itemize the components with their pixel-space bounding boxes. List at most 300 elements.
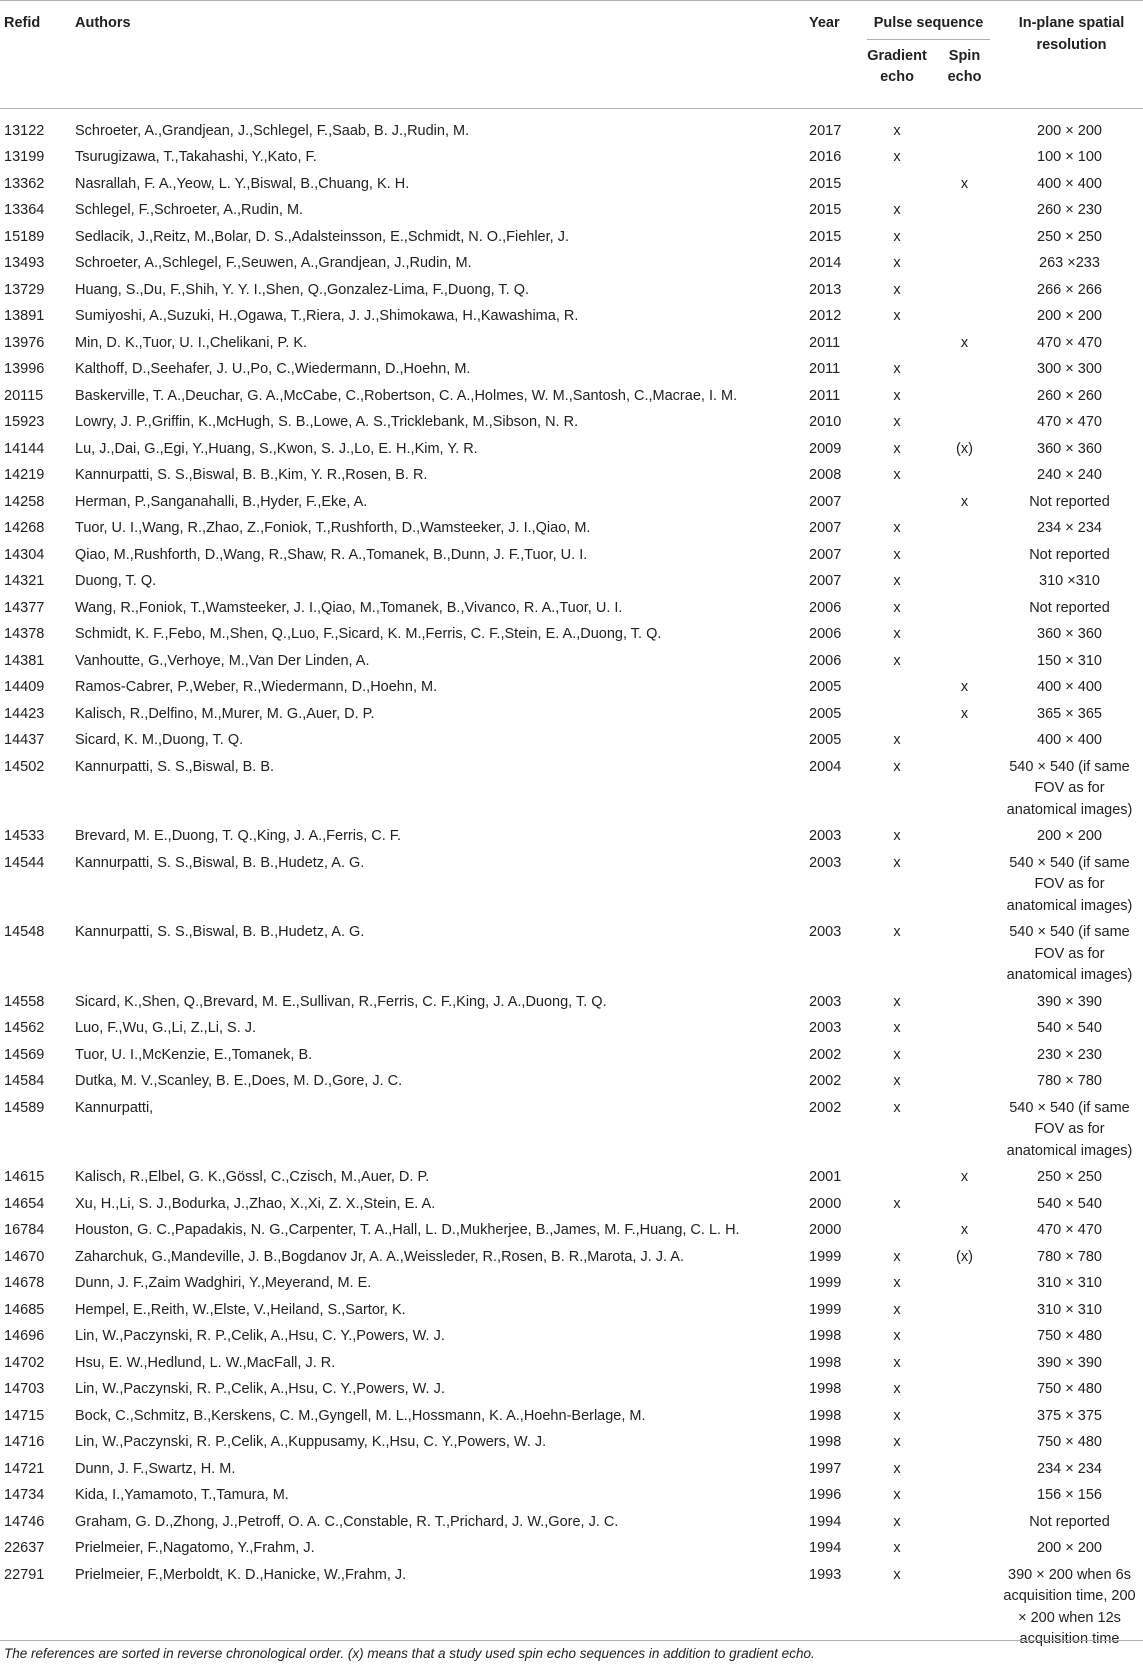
refid-cell: 14377 <box>4 599 45 616</box>
resolution-cell: 400 × 400 <box>1037 732 1102 748</box>
gradient-echo-cell: x <box>893 1099 901 1116</box>
spin-echo-cell: (x) <box>956 1248 973 1265</box>
gradient-echo-cell: x <box>893 149 901 165</box>
authors-cell: Hempel, E.,Reith, W.,Elste, V.,Heiland, S.,Sartor, K. <box>75 1301 406 1318</box>
gradient-echo-cell: x <box>893 308 901 324</box>
year-cell: 2005 <box>809 679 842 695</box>
table-row <box>0 331 1143 358</box>
resolution-cell: 234 × 234 <box>1037 1460 1102 1477</box>
table-row <box>0 649 1143 676</box>
refid-cell: 14258 <box>4 493 45 510</box>
table-row <box>0 755 1143 825</box>
year-cell: 2003 <box>809 993 842 1010</box>
gradient-echo-cell: x <box>893 520 901 536</box>
table-row <box>0 1457 1143 1484</box>
year-cell: 2015 <box>809 228 842 245</box>
table-row <box>0 1271 1143 1298</box>
spin-echo-cell: x <box>960 1169 969 1185</box>
authors-cell: Tsurugizawa, T.,Takahashi, Y.,Kato, F. <box>75 149 317 165</box>
authors-cell: Vanhoutte, G.,Verhoye, M.,Van Der Linden, A. <box>75 652 370 669</box>
spin-echo-cell: x <box>960 334 969 351</box>
authors-cell: Baskerville, T. A.,Deuchar, G. A.,McCabe, C.,Robertson, C. A.,Holmes, W. M.,Santosh, C.,Macrae, I. M. <box>75 387 738 404</box>
resolution-cell: 750 × 480 <box>1037 1328 1102 1344</box>
resolution-cell: 780 × 780 <box>1037 1073 1102 1089</box>
table-row <box>0 543 1143 570</box>
table-row <box>0 1016 1143 1043</box>
refid-cell: 14721 <box>4 1460 45 1477</box>
table-row <box>0 1377 1143 1404</box>
authors-cell: Qiao, M.,Rushforth, D.,Wang, R.,Shaw, R. A.,Tomanek, B.,Dunn, J. F.,Tuor, U. I. <box>75 546 588 563</box>
spin-echo-cell <box>933 1324 996 1351</box>
authors-cell: Tuor, U. I.,McKenzie, E.,Tomanek, B. <box>75 1046 313 1063</box>
authors-cell: Kalisch, R.,Elbel, G. K.,Gössl, C.,Czisch, M.,Auer, D. P. <box>75 1169 430 1185</box>
table-row <box>0 225 1143 252</box>
table-header <box>0 1 1143 109</box>
resolution-cell: 200 × 200 <box>1037 828 1102 844</box>
resolution-cell: Not reported <box>1029 546 1110 563</box>
authors-cell: Kannurpatti, S. S.,Biswal, B. B. <box>75 758 275 775</box>
authors-cell: Herman, P.,Sanganahalli, B.,Hyder, F.,Eke, A. <box>75 493 368 510</box>
header-spin-echo: Spin echo <box>947 47 982 85</box>
refid-cell: 22637 <box>4 1540 45 1556</box>
spin-echo-cell <box>933 824 996 851</box>
authors-cell: Prielmeier, F.,Nagatomo, Y.,Frahm, J. <box>75 1540 315 1556</box>
refid-cell: 14615 <box>4 1169 45 1185</box>
authors-cell: Huang, S.,Du, F.,Shih, Y. Y. I.,Shen, Q.,Gonzalez-Lima, F.,Duong, T. Q. <box>75 281 530 298</box>
gradient-echo-cell: x <box>893 467 901 483</box>
year-cell: 1999 <box>809 1275 842 1291</box>
authors-cell: Ramos-Cabrer, P.,Weber, R.,Wiedermann, D.,Hoehn, M. <box>75 679 438 695</box>
table-row <box>0 463 1143 490</box>
resolution-cell: 156 × 156 <box>1037 1487 1102 1503</box>
year-cell: 1999 <box>809 1301 842 1318</box>
resolution-cell: 200 × 200 <box>1037 308 1102 324</box>
year-cell: 2005 <box>809 705 842 722</box>
year-cell: 1997 <box>809 1460 842 1477</box>
refid-cell: 14562 <box>4 1020 45 1036</box>
authors-cell: Sumiyoshi, A.,Suzuki, H.,Ogawa, T.,Riera, J. J.,Shimokawa, H.,Kawashima, R. <box>75 308 579 324</box>
resolution-cell: 260 × 230 <box>1037 202 1102 218</box>
refid-cell: 14696 <box>4 1328 45 1344</box>
authors-cell: Luo, F.,Wu, G.,Li, Z.,Li, S. J. <box>75 1020 257 1036</box>
spin-echo-cell: x <box>960 1222 969 1238</box>
table-row <box>0 198 1143 225</box>
table-row <box>0 251 1143 278</box>
gradient-echo-cell: x <box>893 1354 901 1371</box>
year-cell: 2007 <box>809 573 842 589</box>
gradient-echo-cell <box>861 702 933 729</box>
resolution-cell: 540 × 540 <box>1037 1020 1102 1036</box>
resolution-cell: 250 × 250 <box>1037 1169 1102 1185</box>
resolution-cell: Not reported <box>1029 493 1110 510</box>
table-row <box>0 1430 1143 1457</box>
resolution-cell: 470 × 470 <box>1037 1222 1102 1238</box>
resolution-cell: 390 × 200 when 6s acquisition time, 200 × 200 when 12s acquisition time <box>1003 1566 1136 1647</box>
year-cell: 2003 <box>809 1020 842 1036</box>
spin-echo-cell: x <box>960 493 969 510</box>
refid-cell: 14703 <box>4 1381 45 1397</box>
authors-cell: Duong, T. Q. <box>75 573 157 589</box>
year-cell: 2017 <box>809 122 842 139</box>
resolution-cell: 300 × 300 <box>1037 361 1102 377</box>
refid-cell: 14268 <box>4 520 45 536</box>
resolution-cell: 470 × 470 <box>1037 414 1102 430</box>
gradient-echo-cell: x <box>893 414 901 430</box>
year-cell: 1998 <box>809 1434 842 1450</box>
table-row <box>0 1536 1143 1563</box>
spin-echo-cell: x <box>960 679 969 695</box>
resolution-cell: 390 × 390 <box>1037 993 1102 1010</box>
gradient-echo-cell: x <box>893 1328 901 1344</box>
authors-cell: Brevard, M. E.,Duong, T. Q.,King, J. A.,Ferris, C. F. <box>75 828 402 844</box>
resolution-cell: 310 × 310 <box>1037 1301 1102 1318</box>
spin-echo-cell <box>933 1351 996 1378</box>
table-row <box>0 1324 1143 1351</box>
authors-cell: Hsu, E. W.,Hedlund, L. W.,MacFall, J. R. <box>75 1354 336 1371</box>
authors-cell: Schroeter, A.,Schlegel, F.,Seuwen, A.,Grandjean, J.,Rudin, M. <box>75 255 472 271</box>
header-authors: Authors <box>75 15 131 31</box>
gradient-echo-cell: x <box>893 758 901 775</box>
year-cell: 2015 <box>809 202 842 218</box>
table-row <box>0 1069 1143 1096</box>
authors-cell: Kannurpatti, S. S.,Biswal, B. B.,Hudetz, A. G. <box>75 854 365 871</box>
table-row <box>0 490 1143 517</box>
table-row <box>0 728 1143 755</box>
resolution-cell: 360 × 360 <box>1037 626 1102 642</box>
spin-echo-cell <box>933 1043 996 1070</box>
spin-echo-cell <box>933 569 996 596</box>
refid-cell: 15189 <box>4 228 45 245</box>
refid-cell: 13199 <box>4 149 45 165</box>
table-row <box>0 1351 1143 1378</box>
spin-echo-cell <box>933 1457 996 1484</box>
table-row <box>0 1510 1143 1537</box>
spin-echo-cell: x <box>960 175 969 192</box>
resolution-cell: 360 × 360 <box>1037 440 1102 457</box>
table-row <box>0 1096 1143 1166</box>
year-cell: 2013 <box>809 281 842 298</box>
spin-echo-cell <box>933 1096 996 1166</box>
gradient-echo-cell: x <box>893 1073 901 1089</box>
authors-cell: Schmidt, K. F.,Febo, M.,Shen, Q.,Luo, F.,Sicard, K. M.,Ferris, C. F.,Stein, E. A.,Duong, T. Q. <box>75 626 662 642</box>
year-cell: 1999 <box>809 1248 842 1265</box>
refid-cell: 14678 <box>4 1275 45 1291</box>
spin-echo-cell <box>933 109 996 146</box>
gradient-echo-cell <box>861 1218 933 1245</box>
refid-cell: 14378 <box>4 626 45 642</box>
table-row <box>0 569 1143 596</box>
year-cell: 2007 <box>809 493 842 510</box>
table-row <box>0 172 1143 199</box>
spin-echo-cell <box>933 357 996 384</box>
year-cell: 2007 <box>809 520 842 536</box>
year-cell: 2003 <box>809 828 842 844</box>
header-year: Year <box>809 15 840 31</box>
refid-cell: 14715 <box>4 1407 45 1424</box>
table-row <box>0 1043 1143 1070</box>
gradient-echo-cell: x <box>893 599 901 616</box>
resolution-cell: 470 × 470 <box>1037 334 1102 351</box>
year-cell: 1994 <box>809 1513 842 1530</box>
year-cell: 2003 <box>809 854 842 871</box>
year-cell: 2004 <box>809 758 842 775</box>
gradient-echo-cell: x <box>893 361 901 377</box>
gradient-echo-cell: x <box>893 732 901 748</box>
year-cell: 2002 <box>809 1046 842 1063</box>
gradient-echo-cell: x <box>893 1460 901 1477</box>
refid-cell: 14584 <box>4 1073 45 1089</box>
resolution-cell: 400 × 400 <box>1037 679 1102 695</box>
spin-echo-cell <box>933 1016 996 1043</box>
gradient-echo-cell: x <box>893 1407 901 1424</box>
resolution-cell: 390 × 390 <box>1037 1354 1102 1371</box>
resolution-cell: 540 × 540 (if same FOV as for anatomical images) <box>1006 758 1133 818</box>
resolution-cell: 234 × 234 <box>1037 520 1102 536</box>
refid-cell: 14437 <box>4 732 45 748</box>
gradient-echo-cell: x <box>893 255 901 271</box>
gradient-echo-cell: x <box>893 1046 901 1063</box>
spin-echo-cell <box>933 1430 996 1457</box>
authors-cell: Min, D. K.,Tuor, U. I.,Chelikani, P. K. <box>75 334 308 351</box>
gradient-echo-cell: x <box>893 202 901 218</box>
table-row <box>0 596 1143 623</box>
table-bottom-rule <box>0 1640 1143 1641</box>
year-cell: 1994 <box>809 1540 842 1556</box>
year-cell: 1993 <box>809 1566 842 1583</box>
authors-cell: Schroeter, A.,Grandjean, J.,Schlegel, F.,Saab, B. J.,Rudin, M. <box>75 122 470 139</box>
table-row <box>0 702 1143 729</box>
spin-echo-cell <box>933 649 996 676</box>
gradient-echo-cell: x <box>893 924 901 940</box>
spin-echo-cell <box>933 1271 996 1298</box>
gradient-echo-cell: x <box>893 1513 901 1530</box>
refid-cell: 13493 <box>4 255 45 271</box>
spin-echo-cell <box>933 920 996 990</box>
header-resolution: In-plane spatial resolution <box>1018 15 1125 53</box>
refid-cell: 14502 <box>4 758 45 775</box>
spin-echo-cell <box>933 1298 996 1325</box>
gradient-echo-cell: x <box>893 1487 901 1503</box>
gradient-echo-cell: x <box>893 1195 901 1212</box>
resolution-cell: 150 × 310 <box>1037 652 1102 669</box>
refid-cell: 14219 <box>4 467 45 483</box>
authors-cell: Sicard, K. M.,Duong, T. Q. <box>75 732 244 748</box>
year-cell: 1998 <box>809 1407 842 1424</box>
year-cell: 1998 <box>809 1328 842 1344</box>
table-row <box>0 990 1143 1017</box>
refid-cell: 14544 <box>4 854 45 871</box>
spin-echo-cell: x <box>960 705 969 722</box>
year-cell: 2005 <box>809 732 842 748</box>
refid-cell: 14409 <box>4 679 45 695</box>
table-row <box>0 1404 1143 1431</box>
gradient-echo-cell: x <box>893 626 901 642</box>
spin-echo-cell <box>933 1536 996 1563</box>
authors-cell: Bock, C.,Schmitz, B.,Kerskens, C. M.,Gyngell, M. L.,Hossmann, K. A.,Hoehn-Berlage, M. <box>75 1407 646 1424</box>
refid-cell: 13891 <box>4 308 45 324</box>
refid-cell: 14144 <box>4 440 45 457</box>
gradient-echo-cell <box>861 1165 933 1192</box>
spin-echo-cell: (x) <box>956 440 973 457</box>
refid-cell: 14533 <box>4 828 45 844</box>
table-row <box>0 1218 1143 1245</box>
spin-echo-cell <box>933 990 996 1017</box>
authors-cell: Kannurpatti, <box>75 1099 154 1116</box>
resolution-cell: 750 × 480 <box>1037 1381 1102 1397</box>
year-cell: 2006 <box>809 626 842 642</box>
refid-cell: 14548 <box>4 924 45 940</box>
refid-cell: 14716 <box>4 1434 45 1450</box>
authors-cell: Graham, G. D.,Zhong, J.,Petroff, O. A. C.,Constable, R. T.,Prichard, J. W.,Gore, J. C. <box>75 1513 619 1530</box>
spin-echo-cell <box>933 1069 996 1096</box>
spin-echo-cell <box>933 145 996 172</box>
resolution-cell: Not reported <box>1029 599 1110 616</box>
resolution-cell: 780 × 780 <box>1037 1248 1102 1265</box>
refid-cell: 13729 <box>4 281 45 298</box>
refid-cell: 14569 <box>4 1046 45 1063</box>
authors-cell: Wang, R.,Foniok, T.,Wamsteeker, J. I.,Qiao, M.,Tomanek, B.,Vivanco, R. A.,Tuor, U. I. <box>75 599 623 616</box>
year-cell: 2015 <box>809 175 842 192</box>
authors-cell: Kalthoff, D.,Seehafer, J. U.,Po, C.,Wiedermann, D.,Hoehn, M. <box>75 361 471 377</box>
year-cell: 2011 <box>809 361 841 377</box>
authors-cell: Prielmeier, F.,Merboldt, K. D.,Hanicke, W.,Frahm, J. <box>75 1566 407 1583</box>
refid-cell: 13364 <box>4 202 45 218</box>
refid-cell: 14321 <box>4 573 45 589</box>
spin-echo-cell <box>933 1192 996 1219</box>
table-row <box>0 920 1143 990</box>
refid-cell: 14423 <box>4 705 45 722</box>
authors-cell: Kalisch, R.,Delfino, M.,Murer, M. G.,Auer, D. P. <box>75 705 375 722</box>
year-cell: 2007 <box>809 546 842 563</box>
refid-cell: 14304 <box>4 546 45 563</box>
year-cell: 2010 <box>809 414 842 430</box>
gradient-echo-cell: x <box>893 652 901 669</box>
resolution-cell: 375 × 375 <box>1037 1407 1102 1424</box>
table-row <box>0 1165 1143 1192</box>
authors-cell: Dutka, M. V.,Scanley, B. E.,Does, M. D.,Gore, J. C. <box>75 1073 403 1089</box>
year-cell: 2011 <box>809 387 841 404</box>
resolution-cell: 310 ×310 <box>1039 573 1100 589</box>
year-cell: 2002 <box>809 1099 842 1116</box>
refid-cell: 14746 <box>4 1513 45 1530</box>
refid-cell: 14558 <box>4 993 45 1010</box>
refid-cell: 14670 <box>4 1248 45 1265</box>
authors-cell: Zaharchuk, G.,Mandeville, J. B.,Bogdanov Jr, A. A.,Weissleder, R.,Rosen, B. R.,Marota, J. J. A. <box>75 1248 684 1265</box>
year-cell: 2011 <box>809 334 841 351</box>
gradient-echo-cell: x <box>893 1020 901 1036</box>
resolution-cell: 365 × 365 <box>1037 705 1102 722</box>
authors-cell: Lowry, J. P.,Griffin, K.,McHugh, S. B.,Lowe, A. S.,Tricklebank, M.,Sibson, N. R. <box>75 414 579 430</box>
year-cell: 2014 <box>809 255 842 271</box>
resolution-cell: 240 × 240 <box>1037 467 1102 483</box>
resolution-cell: 310 × 310 <box>1037 1275 1102 1291</box>
resolution-cell: 540 × 540 (if same FOV as for anatomical images) <box>1006 924 1133 983</box>
authors-cell: Dunn, J. F.,Zaim Wadghiri, Y.,Meyerand, M. E. <box>75 1275 372 1291</box>
refid-cell: 14734 <box>4 1487 45 1503</box>
spin-echo-cell <box>933 1510 996 1537</box>
spin-echo-cell <box>933 728 996 755</box>
table-row <box>0 1245 1143 1272</box>
gradient-echo-cell: x <box>893 122 901 139</box>
refid-cell: 13996 <box>4 361 45 377</box>
year-cell: 1996 <box>809 1487 842 1503</box>
spin-echo-cell <box>933 278 996 305</box>
resolution-cell: 540 × 540 <box>1037 1195 1102 1212</box>
gradient-echo-cell: x <box>893 854 901 871</box>
spin-echo-cell <box>933 596 996 623</box>
authors-cell: Nasrallah, F. A.,Yeow, L. Y.,Biswal, B.,Chuang, K. H. <box>75 175 410 192</box>
gradient-echo-cell <box>861 172 933 199</box>
authors-cell: Lin, W.,Paczynski, R. P.,Celik, A.,Kuppusamy, K.,Hsu, C. Y.,Powers, W. J. <box>75 1434 547 1450</box>
gradient-echo-cell: x <box>893 573 901 589</box>
resolution-cell: 200 × 200 <box>1037 122 1102 139</box>
refid-cell: 14685 <box>4 1301 45 1318</box>
resolution-cell: 400 × 400 <box>1037 175 1102 192</box>
year-cell: 2009 <box>809 440 842 457</box>
spin-echo-cell <box>933 516 996 543</box>
header-pulse-sequence: Pulse sequence <box>861 1 996 43</box>
spin-echo-cell <box>933 851 996 921</box>
table-row <box>0 1298 1143 1325</box>
table-footnote: The references are sorted in reverse chronological order. (x) means that a study used spin echo sequences in addition to gradient echo. <box>4 1646 815 1661</box>
resolution-cell: 260 × 260 <box>1037 387 1102 404</box>
table-row <box>0 675 1143 702</box>
refid-cell: 13362 <box>4 175 45 192</box>
resolution-cell: 230 × 230 <box>1037 1046 1102 1063</box>
gradient-echo-cell: x <box>893 1540 901 1556</box>
table-row <box>0 1192 1143 1219</box>
gradient-echo-cell: x <box>893 228 901 245</box>
header-gradient-echo: Gradient echo <box>867 47 927 85</box>
gradient-echo-cell: x <box>893 828 901 844</box>
authors-cell: Sicard, K.,Shen, Q.,Brevard, M. E.,Sullivan, R.,Ferris, C. F.,King, J. A.,Duong, T. Q. <box>75 993 607 1010</box>
table-row <box>0 278 1143 305</box>
authors-cell: Lin, W.,Paczynski, R. P.,Celik, A.,Hsu, C. Y.,Powers, W. J. <box>75 1381 445 1397</box>
header-refid: Refid <box>4 15 41 31</box>
authors-cell: Xu, H.,Li, S. J.,Bodurka, J.,Zhao, X.,Xi, Z. X.,Stein, E. A. <box>75 1195 436 1212</box>
refid-cell: 15923 <box>4 414 45 430</box>
refid-cell: 16784 <box>4 1222 45 1238</box>
year-cell: 2008 <box>809 467 842 483</box>
gradient-echo-cell: x <box>893 1275 901 1291</box>
table-row <box>0 516 1143 543</box>
resolution-cell: 750 × 480 <box>1037 1434 1102 1450</box>
refid-cell: 13122 <box>4 122 45 139</box>
spin-echo-cell <box>933 251 996 278</box>
table-body <box>0 108 1143 1654</box>
resolution-cell: 263 ×233 <box>1039 255 1100 271</box>
table-row <box>0 437 1143 464</box>
gradient-echo-cell: x <box>893 281 901 298</box>
table-row <box>0 109 1143 146</box>
year-cell: 2006 <box>809 652 842 669</box>
authors-cell: Sedlacik, J.,Reitz, M.,Bolar, D. S.,Adalsteinsson, E.,Schmidt, N. O.,Fiehler, J. <box>75 228 569 245</box>
gradient-echo-cell <box>861 675 933 702</box>
refid-cell: 20115 <box>4 387 44 404</box>
gradient-echo-cell <box>861 490 933 517</box>
gradient-echo-cell: x <box>893 993 901 1010</box>
spin-echo-cell <box>933 384 996 411</box>
gradient-echo-cell: x <box>893 546 901 563</box>
authors-cell: Tuor, U. I.,Wang, R.,Zhao, Z.,Foniok, T.,Rushforth, D.,Wamsteeker, J. I.,Qiao, M. <box>75 520 591 536</box>
year-cell: 2016 <box>809 149 842 165</box>
spin-echo-cell <box>933 1377 996 1404</box>
table-row <box>0 622 1143 649</box>
table-row <box>0 824 1143 851</box>
resolution-cell: 540 × 540 (if same FOV as for anatomical images) <box>1006 1099 1133 1159</box>
resolution-cell: 266 × 266 <box>1037 281 1102 298</box>
resolution-cell: 540 × 540 (if same FOV as for anatomical images) <box>1006 854 1133 914</box>
